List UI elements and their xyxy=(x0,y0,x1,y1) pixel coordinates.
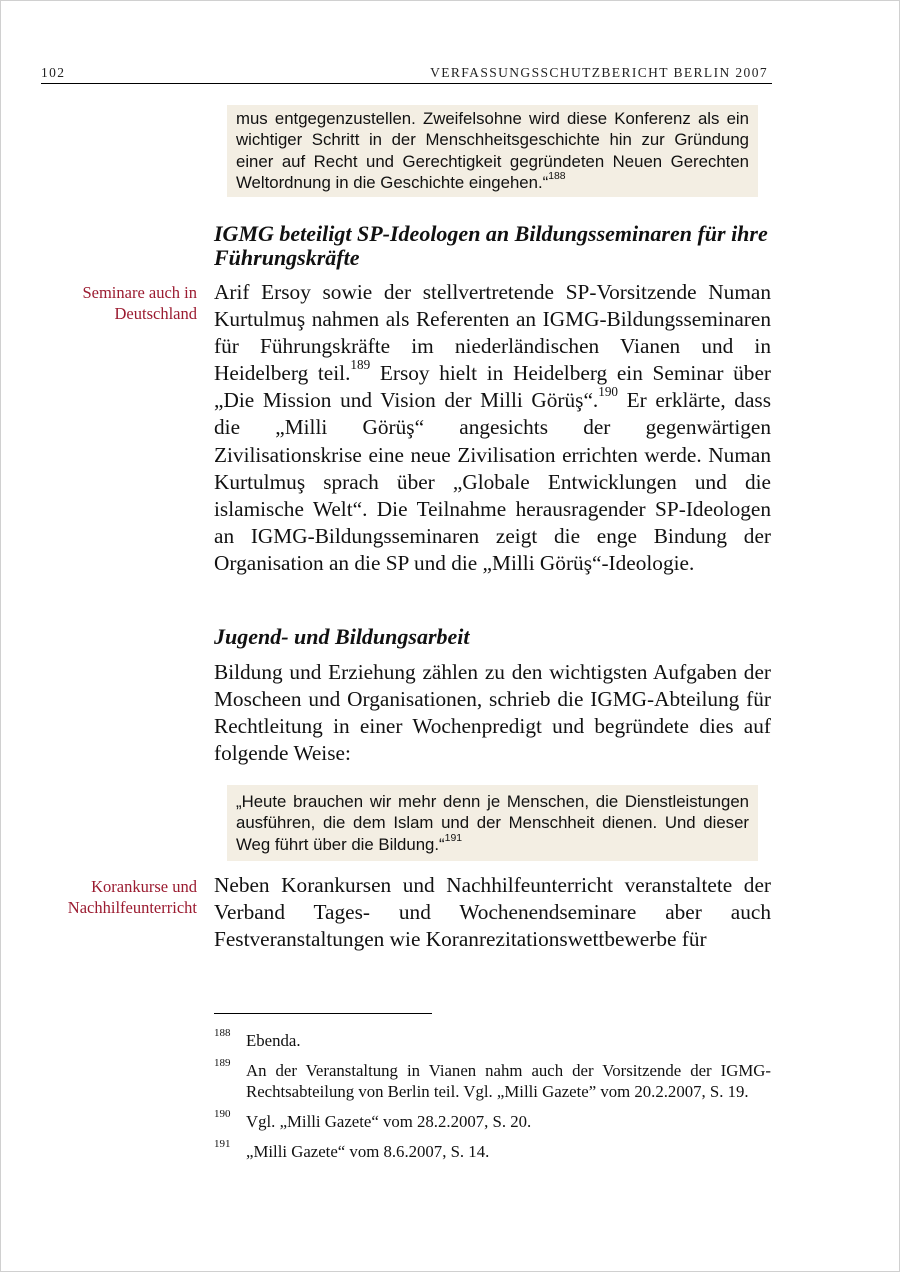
section-heading-jugend-bildung: Jugend- und Bildungsarbeit xyxy=(214,624,470,649)
footnote-number: 190 xyxy=(214,1107,231,1120)
margin-note-korankurse: Korankurse und Nachhilfeunterricht xyxy=(67,877,197,917)
paragraph-bildung: Bildung und Erziehung zählen zu den wichtigsten Aufgaben der Moscheen und Organisationen, schrieb die IGMG-Abteilung für Rechtleitung in einer Wochenpredigt und begründete dies auf folgende Weise: xyxy=(214,660,771,766)
paragraph-korankurse: Neben Korankursen und Nachhilfeunterricht veranstaltete der Verband Tages- und Wochenendseminare aber auch Festveranstaltungen wie Koranrezitationswettbewerbe für xyxy=(214,873,771,952)
footnote-item xyxy=(214,1107,771,1133)
footnote-text: „Milli Gazete“ vom 8.6.2007, S. 14. xyxy=(246,1141,490,1161)
footnote-number: 188 xyxy=(214,1027,231,1039)
footnote-ref-188: 188 xyxy=(548,171,566,183)
section-heading-igmg-seminare: IGMG beteiligt SP-Ideologen an Bildungsseminaren für ihre Führungskräfte xyxy=(214,221,768,270)
running-title: VERFASSUNGSSCHUTZBERICHT BERLIN 2007 xyxy=(430,65,768,80)
footnote-item xyxy=(214,1027,771,1052)
quote-2-text: „Heute brauchen wir mehr denn je Menschen, die Dienstleistungen ausführen, die dem Islam und der Menschheit dienen. Und dieser Weg führt über die Bildung.“ xyxy=(236,792,749,854)
paragraph-seminare-part-3: Er erklärte, dass die „Milli Görüş“ angesichts der gegenwärtigen Zivilisationskrise eine neue Zivilisation errichten werde. Numan Kurtulmuş sprach über „Globale Entwicklungen und die islamische Welt“. Die Teilnahme herausragender SP-Ideologen an IGMG-Bildungsseminaren zeigt die enge Bindung der Organisation an die SP und die „Milli Görüş“-Ideologie. xyxy=(214,388,771,575)
block-quote-2 xyxy=(227,785,758,861)
margin-note-seminare: Seminare auch in Deutschland xyxy=(82,283,197,323)
block-quote-1 xyxy=(227,105,758,197)
footnote-ref-190: 190 xyxy=(598,384,619,400)
page-number: 102 xyxy=(41,65,66,80)
footnote-text: Ebenda. xyxy=(246,1031,301,1050)
paragraph-seminare-part-2: Ersoy hielt in Heidelberg ein Seminar über „Die Mission und Vision der Milli Görüş“. xyxy=(214,361,771,413)
paragraph-seminare xyxy=(214,279,771,577)
footnote-separator xyxy=(214,1013,432,1014)
page-header xyxy=(41,63,772,84)
footnote-ref-191: 191 xyxy=(444,832,463,844)
footnote-number: 191 xyxy=(214,1137,231,1150)
paragraph-seminare-part-1: Arif Ersoy sowie der stellvertretende SP-Vorsitzende Numan Kurtulmuş nahmen als Referenten an IGMG-Bildungsseminaren für Führungskräfte im niederländischen Vianen und in Heidelberg teil. xyxy=(214,280,771,386)
footnote-text: Vgl. „Milli Gazete“ vom 28.2.2007, S. 20. xyxy=(246,1111,532,1131)
footnote-item xyxy=(214,1057,771,1102)
quote-1-text: mus entgegenzustellen. Zweifelsohne wird diese Konferenz als ein wichtiger Schritt in der Menschheitsgeschichte hin zur Gründung einer auf Recht und Gerechtigkeit gegründeten Neuen Gerechten Weltordnung in die Geschichte eingehen.“ xyxy=(236,109,749,192)
footnote-ref-189: 189 xyxy=(350,357,371,373)
footnote-text: An der Veranstaltung in Vianen nahm auch der Vorsitzende der IGMG-Rechtsabteilung von Berlin teil. Vgl. „Milli Gazete” vom 20.2.2007, S. 19. xyxy=(246,1061,771,1101)
footnote-number: 189 xyxy=(214,1057,231,1069)
footnotes xyxy=(214,1027,771,1172)
footnote-item xyxy=(214,1137,771,1163)
